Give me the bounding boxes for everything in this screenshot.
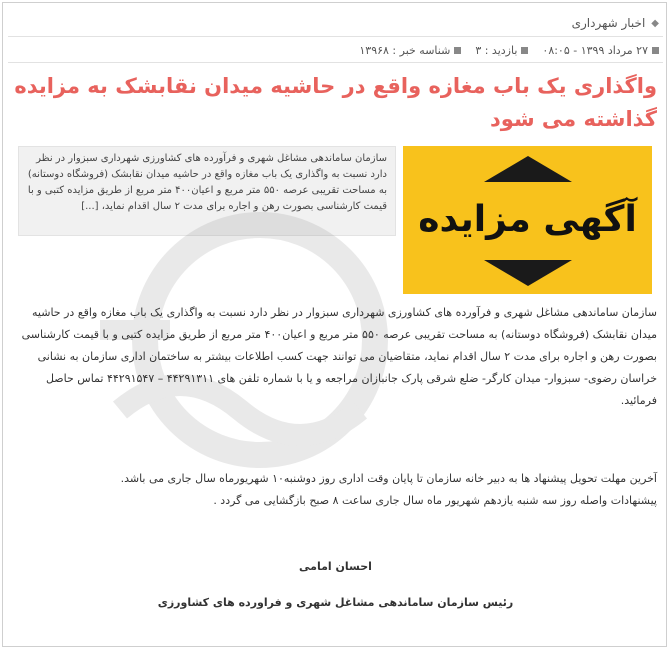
article-body <box>16 302 657 412</box>
deadline-line: پیشنهادات واصله روز سه شنبه یازدهم شهریور ماه سال جاری ساعت ۸ صبح بازگشایی می گردد . <box>213 494 657 507</box>
square-icon <box>521 47 528 54</box>
deadline-line: آخرین مهلت تحویل پیشنهاد ها به دبیر خانه سازمان تا پایان وقت اداری روز دوشنبه۱۰ شهریورماه سال جاری می باشد. <box>120 472 657 485</box>
square-icon <box>652 47 659 54</box>
square-icon <box>454 47 461 54</box>
auction-banner-image <box>403 146 652 294</box>
triangle-down-icon <box>484 260 572 286</box>
body-paragraph: سازمان ساماندهی مشاغل شهری و فرآورده های کشاورزی شهرداری سبزوار در نظر دارد نسبت به واگذاری یک باب مغازه واقع در حاشیه میدان نقابشک (فروشگاه دوستانه) به مساحت تقریبی عرصه ۵۵۰ متر مربع و اعیان۴۰۰ متر مربع از طریق مزایده کتبی و با قیمت کارشناسی بصورت رهن و اجاره برای مدت ۲ سال اقدام نماید، متقاضیان می توانند جهت کسب اطلاعات بیشتر به ساختمان اداری سازمان به نشانی خراسان رضوی- سبزوار- میدان کارگر- ضلع شرقی پارک جانبازان مراجعه و یا با شماره تلفن های ۴۴۲۹۱۳۱۱ – ۴۴۲۹۱۵۴۷ تماس حاصل فرمائید. <box>21 306 657 407</box>
meta-news-id: شناسه خبر : ۱۳۹۶۸ <box>359 44 461 57</box>
divider <box>8 36 663 37</box>
article-meta <box>359 44 659 57</box>
banner-text: آگهی مزایده <box>418 199 637 240</box>
article-summary: سازمان ساماندهی مشاغل شهری و فرآورده های کشاورزی شهرداری سبزوار در نظر دارد نسبت به واگذاری یک باب مغازه واقع در حاشیه میدان نقابشک (فروشگاه دوستانه) به مساحت تقریبی عرصه ۵۵۰ متر مربع و اعیان۴۰۰ متر مربع از طریق مزایده کتبی و با قیمت کارشناسی بصورت رهن و اجاره برای مدت ۲ سال اقدام نماید، [...] <box>18 146 396 236</box>
meta-date: ۲۷ مرداد ۱۳۹۹ - ۰۸:۰۵ <box>542 44 659 57</box>
signature-title: رئیس سازمان ساماندهی مشاغل شهری و فراورده های کشاورزی <box>157 596 514 609</box>
meta-visits: بازدید : ۳ <box>475 44 528 57</box>
breadcrumb-section-link[interactable]: اخبار شهرداری <box>571 16 646 30</box>
bullet-icon: ◆ <box>651 17 659 29</box>
article-title: واگذاری یک باب مغازه واقع در حاشیه میدان نقابشک به مزایده گذاشته می شود <box>14 74 657 131</box>
triangle-up-icon <box>484 156 572 182</box>
divider <box>8 62 663 63</box>
breadcrumb <box>572 16 659 30</box>
deadline-block <box>16 468 657 512</box>
signature-name: احسان امامی <box>299 560 372 573</box>
